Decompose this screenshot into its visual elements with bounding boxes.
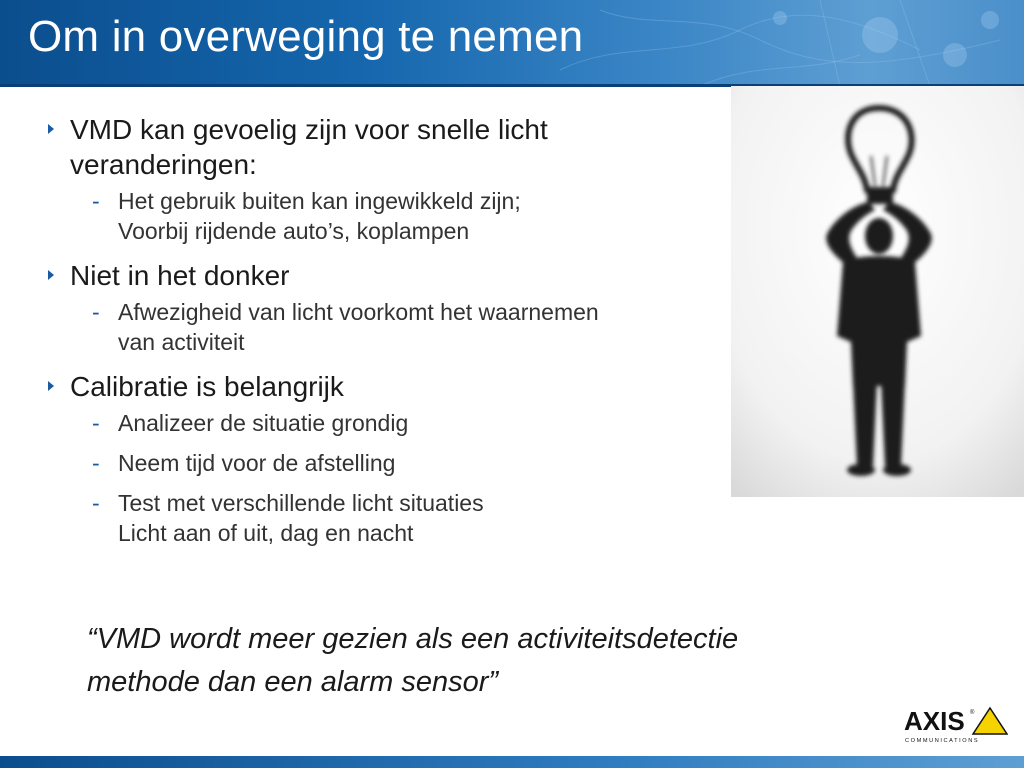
dash-icon: - [92,299,100,325]
sub-bullet-item [44,408,734,438]
sub-bullet-text: Voorbij rijdende auto’s, koplampen [118,218,470,244]
sub-bullet-text: Afwezigheid van licht voorkomt het waarnemen [118,299,599,325]
bullet-text: veranderingen: [70,149,257,180]
slide-quote [87,618,887,704]
bullet-text: Calibratie is belangrijk [70,371,344,402]
logo-registered-mark: ® [970,710,975,716]
slide-header [0,0,1024,86]
logo-wordmark: AXIS [904,706,965,736]
sub-bullet-item [44,297,734,357]
bullet-triangle-icon [48,381,54,391]
sub-bullet-text: van activiteit [118,329,245,355]
logo-triangle-icon [973,708,1007,734]
bullet-triangle-icon [48,270,54,280]
bullet-list [44,112,734,558]
dash-icon: - [92,410,100,436]
dash-icon: - [92,450,100,476]
dash-icon: - [92,188,100,214]
sub-bullet-text: Het gebruik buiten kan ingewikkeld zijn; [118,188,521,214]
quote-line: methode dan een alarm sensor” [87,666,499,698]
sub-bullet-text: Licht aan of uit, dag en nacht [118,520,414,546]
sub-bullet-item [44,448,734,478]
bullet-triangle-icon [48,124,54,134]
sub-bullet-item [44,488,734,548]
bullet-text: Niet in het donker [70,260,290,291]
lightbulb-man-photo [731,86,1024,497]
footer-bar [0,756,1024,768]
bullet-item [44,369,734,404]
quote-line: “VMD wordt meer gezien als een activiteitsdetectie [87,623,739,655]
sub-bullet-text: Analizeer de situatie grondig [118,410,409,436]
sub-bullet-text: Test met verschillende licht situaties [118,490,484,516]
bullet-item [44,112,734,182]
slide-title: Om in overweging te nemen [28,12,584,61]
dash-icon: - [92,490,100,516]
bullet-text: VMD kan gevoelig zijn voor snelle licht [70,114,548,145]
axis-logo [904,704,1008,744]
logo-tagline: COMMUNICATIONS [905,738,980,744]
bullet-item [44,258,734,293]
sub-bullet-text: Neem tijd voor de afstelling [118,450,396,476]
sub-bullet-item [44,186,734,246]
